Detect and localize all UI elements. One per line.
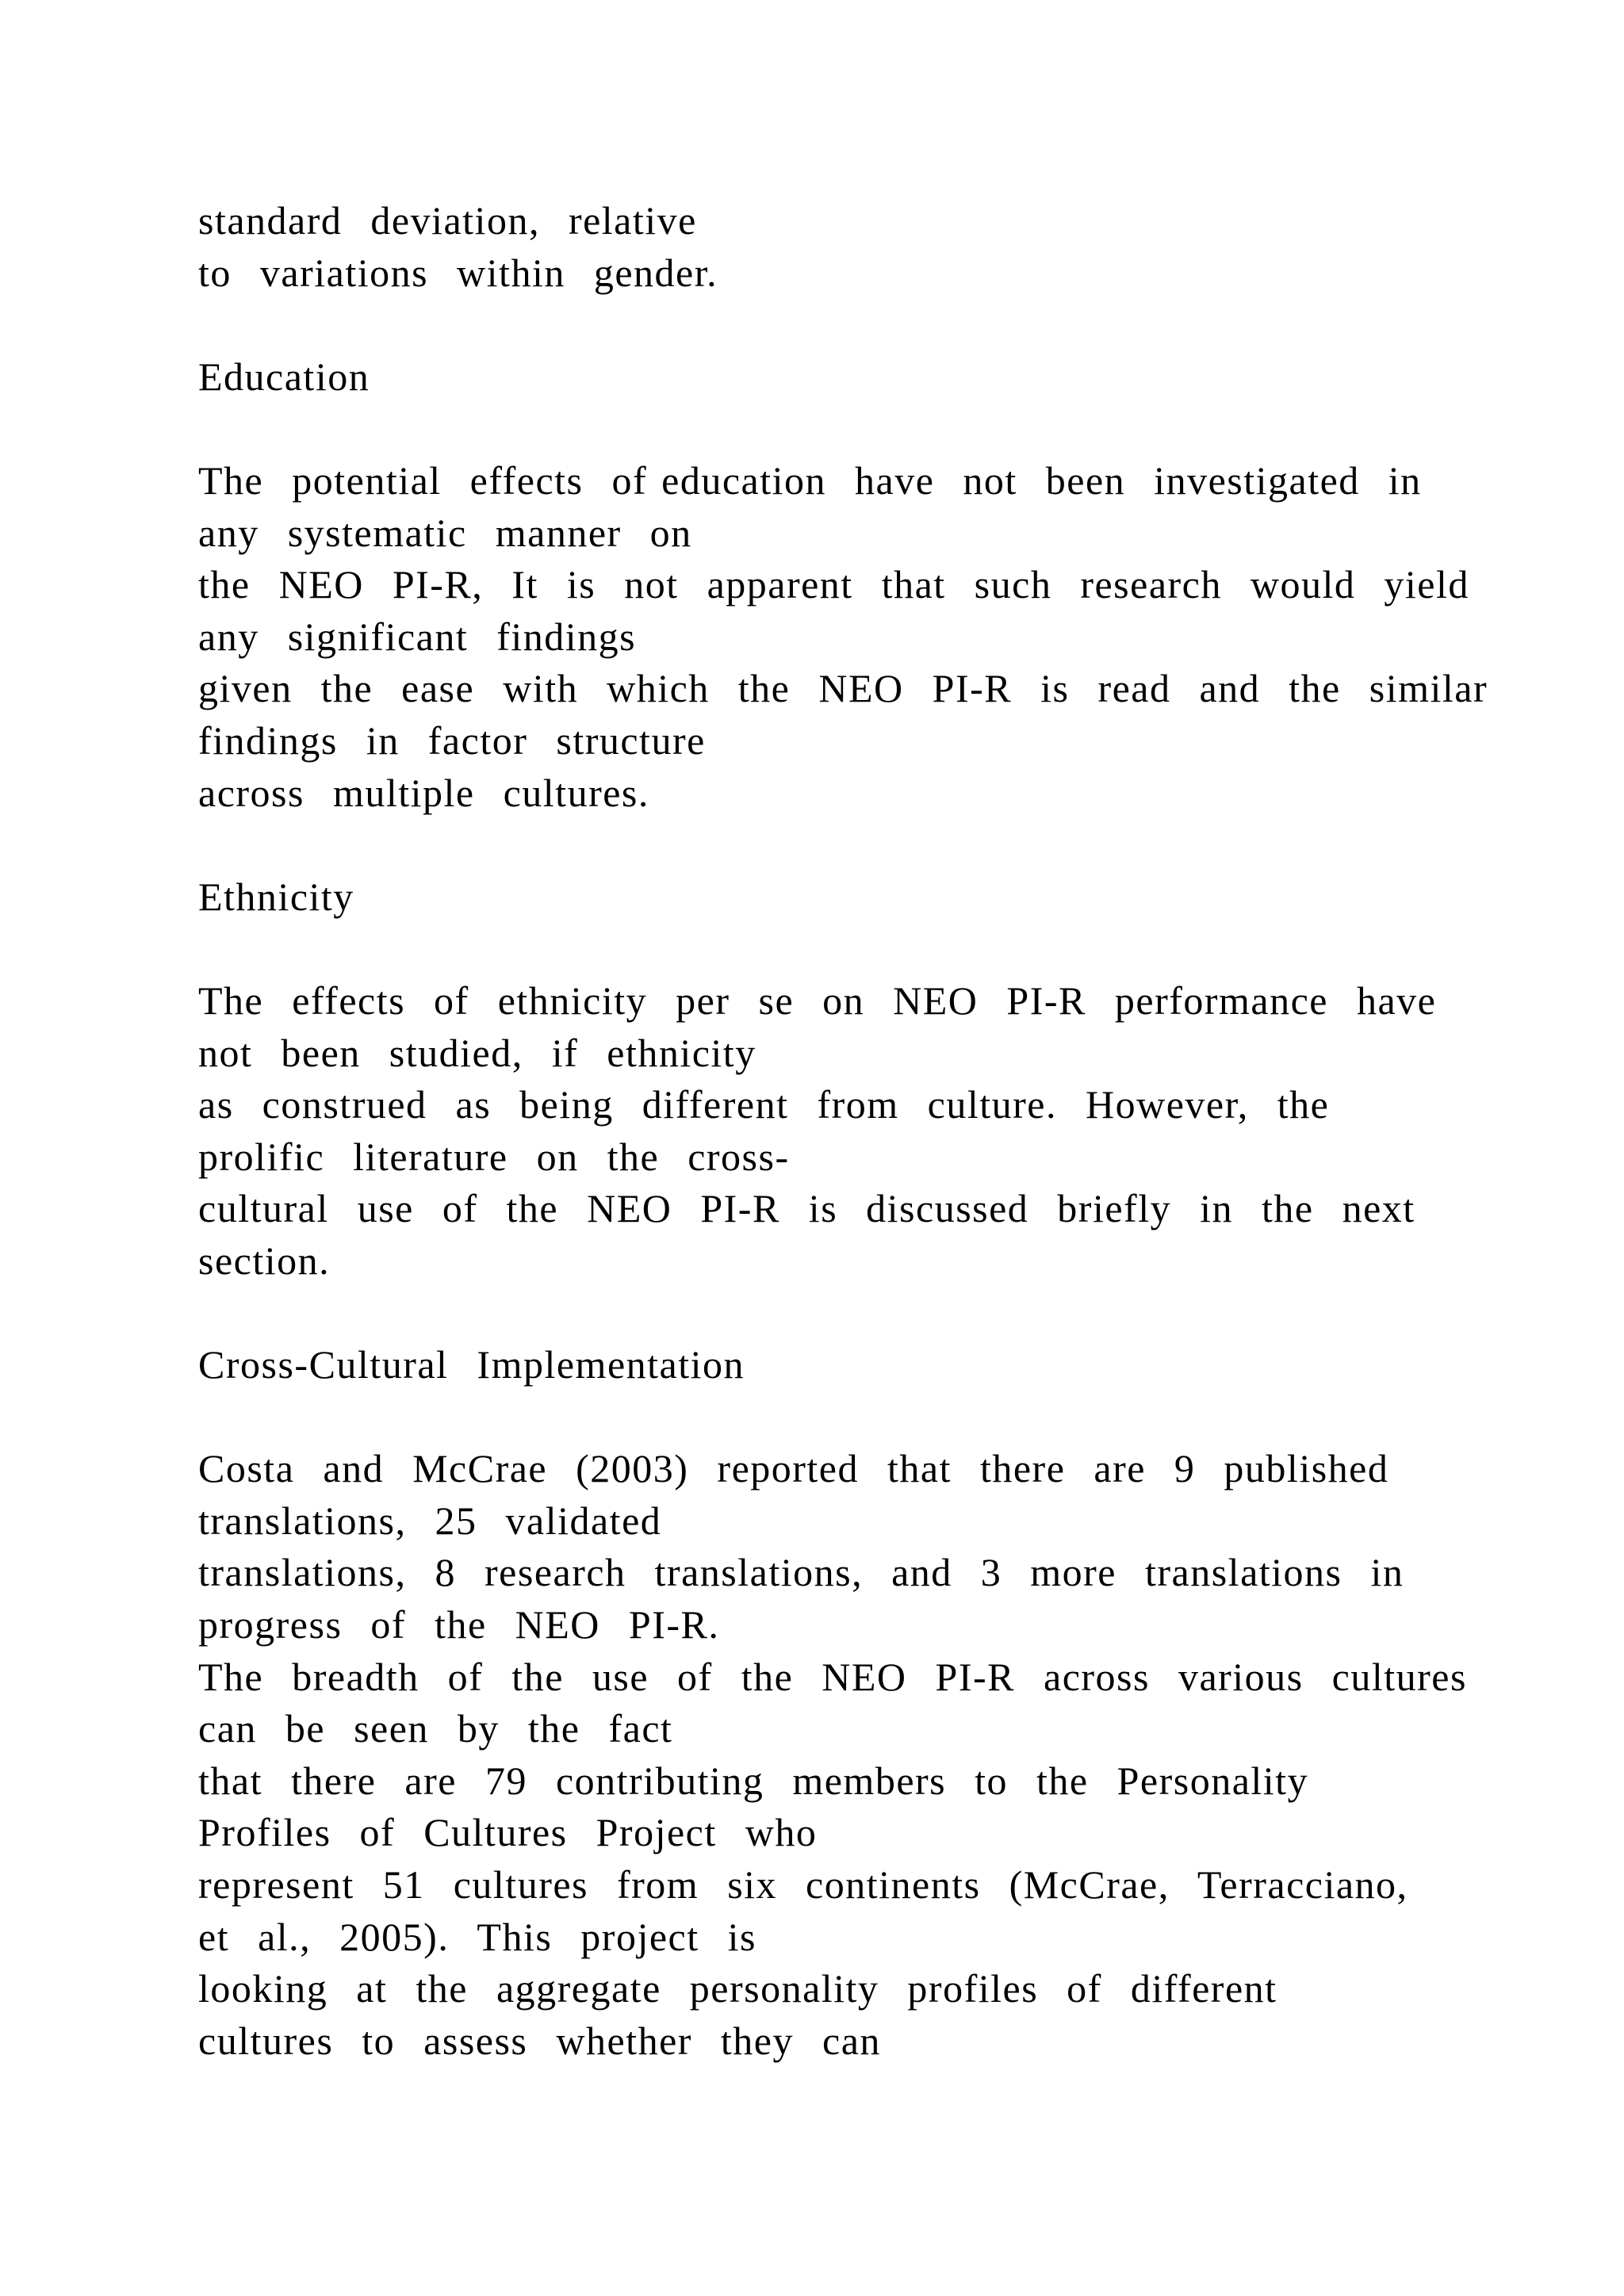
paragraph-spacer — [198, 923, 1546, 975]
heading-education — [198, 351, 1546, 404]
text-line: section. — [198, 1238, 331, 1283]
text-line: cultural use of the NEO PI-R is discussed briefly in the next — [198, 1186, 1415, 1231]
heading-ethnicity — [198, 871, 1546, 924]
text-line: et al., 2005). This project is — [198, 1914, 756, 1959]
text-line: translations, 8 research translations, and 3 more translations in — [198, 1550, 1404, 1595]
text-line: not been studied, if ethnicity — [198, 1030, 756, 1075]
document-page — [198, 195, 1546, 2067]
text-line: progress of the NEO PI-R. — [198, 1602, 720, 1647]
text-line: Costa and McCrae (2003) reported that there are 9 published — [198, 1446, 1389, 1491]
text-line: The potential effects of education have not been investigated in — [198, 457, 1422, 503]
paragraph-spacer — [198, 403, 1546, 455]
text-line: prolific literature on the cross- — [198, 1134, 790, 1179]
text-line: the NEO PI-R, It is not apparent that such research would yield — [198, 562, 1469, 607]
section-heading: Education — [198, 354, 370, 399]
paragraph-continuation — [198, 195, 1546, 299]
text-line: standard deviation, relative — [198, 198, 697, 243]
text-line: that there are 79 contributing members to the Personality — [198, 1758, 1309, 1803]
paragraph-spacer — [198, 1391, 1546, 1444]
section-heading: Ethnicity — [198, 874, 354, 919]
paragraph-cross-cultural — [198, 1443, 1546, 2067]
text-line: any significant findings — [198, 614, 637, 659]
text-line: as construed as being different from culture. However, the — [198, 1082, 1330, 1127]
paragraph-ethnicity — [198, 975, 1546, 1288]
paragraph-spacer — [198, 819, 1546, 871]
text-line: translations, 25 validated — [198, 1498, 662, 1543]
text-line: The breadth of the use of the NEO PI-R across various cultures — [198, 1654, 1467, 1699]
paragraph-spacer — [198, 1287, 1546, 1339]
text-line: looking at the aggregate personality profiles of different — [198, 1966, 1277, 2011]
text-line: given the ease with which the NEO PI-R is read and the similar — [198, 666, 1488, 711]
text-line: can be seen by the fact — [198, 1706, 673, 1751]
paragraph-education — [198, 455, 1546, 819]
text-line: across multiple cultures. — [198, 770, 649, 815]
section-heading: Cross-Cultural Implementation — [198, 1342, 745, 1387]
text-line: Profiles of Cultures Project who — [198, 1810, 818, 1855]
heading-cross-cultural — [198, 1339, 1546, 1391]
paragraph-spacer — [198, 299, 1546, 351]
text-line: findings in factor structure — [198, 718, 706, 763]
text-line: any systematic manner on — [198, 510, 692, 555]
text-line: cultures to assess whether they can — [198, 2018, 881, 2063]
text-line: represent 51 cultures from six continents (McCrae, Terracciano, — [198, 1862, 1408, 1907]
text-line: to variations within gender. — [198, 250, 718, 295]
text-line: The effects of ethnicity per se on NEO PI-R performance have — [198, 978, 1437, 1023]
